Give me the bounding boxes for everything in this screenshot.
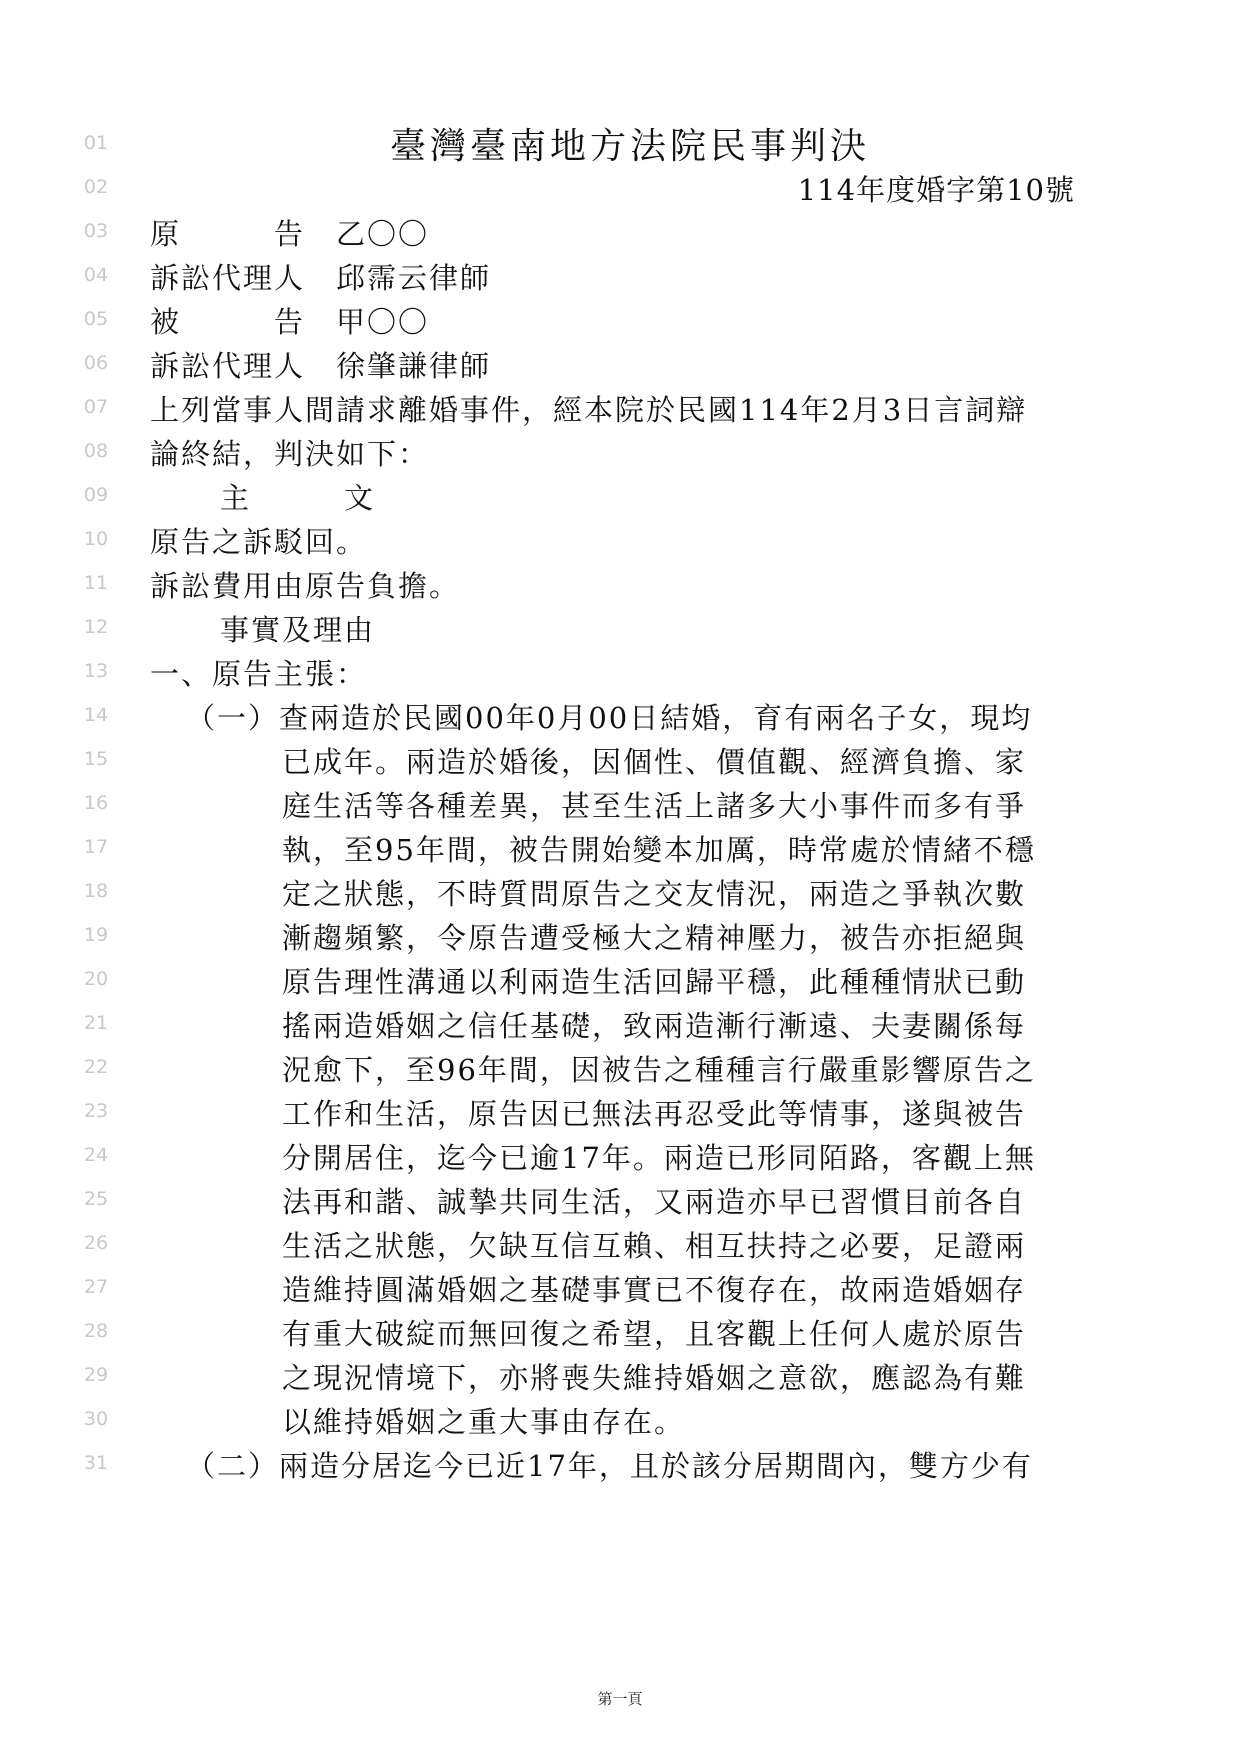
line-number: 01 <box>83 132 109 154</box>
line-13 <box>0 650 1240 699</box>
body-text: 以維持婚姻之重大事由存在。 <box>282 1405 686 1439</box>
line-number: 24 <box>83 1144 109 1166</box>
line-number: 15 <box>83 748 109 770</box>
line-06 <box>0 342 1240 391</box>
line-number: 19 <box>83 924 109 946</box>
line-number: 31 <box>83 1452 109 1474</box>
body-text: （二）兩造分居迄今已近17年，且於該分居期間內，雙方少有 <box>186 1449 1033 1483</box>
subheading: 一、原告主張： <box>150 657 368 691</box>
line-number: 12 <box>83 616 109 638</box>
document-title: 臺灣臺南地方法院民事判決 <box>390 126 871 167</box>
body-text: 搖兩造婚姻之信任基礎，致兩造漸行漸遠、夫妻關係每 <box>282 1009 1027 1043</box>
body-text: 訴訟費用由原告負擔。 <box>150 569 461 603</box>
line-12 <box>0 606 1240 655</box>
line-number: 07 <box>83 396 109 418</box>
section-heading-main-text: 主 文 <box>220 481 376 515</box>
line-number: 08 <box>83 440 109 462</box>
line-number: 17 <box>83 836 109 858</box>
line-number: 16 <box>83 792 109 814</box>
line-number: 09 <box>83 484 109 506</box>
body-text: 執，至95年間，被告開始變本加厲，時常處於情緒不穩 <box>282 833 1036 867</box>
line-11 <box>0 562 1240 611</box>
line-14 <box>0 694 1240 743</box>
line-02 <box>0 166 1240 215</box>
line-number: 27 <box>83 1276 109 1298</box>
line-number: 13 <box>83 660 109 682</box>
line-number: 23 <box>83 1100 109 1122</box>
line-22 <box>0 1046 1240 1095</box>
line-30 <box>0 1398 1240 1447</box>
line-17 <box>0 826 1240 875</box>
party-defendant: 被 告 甲〇〇 <box>150 305 430 339</box>
body-text: 法再和諧、誠摯共同生活，又兩造亦早已習慣目前各自 <box>282 1185 1027 1219</box>
body-text: 之現況情境下，亦將喪失維持婚姻之意欲，應認為有難 <box>282 1361 1027 1395</box>
line-16 <box>0 782 1240 831</box>
line-04 <box>0 254 1240 303</box>
body-text: 分開居住，迄今已逾17年。兩造已形同陌路，客觀上無 <box>282 1141 1036 1175</box>
line-number: 03 <box>83 220 109 242</box>
line-number: 05 <box>83 308 109 330</box>
line-number: 20 <box>83 968 109 990</box>
body-text: 原告理性溝通以利兩造生活回歸平穩，此種種情狀已動 <box>282 965 1027 999</box>
line-26 <box>0 1222 1240 1271</box>
line-24 <box>0 1134 1240 1183</box>
body-text: 漸趨頻繁，令原告遭受極大之精神壓力，被告亦拒絕與 <box>282 921 1027 955</box>
line-number: 21 <box>83 1012 109 1034</box>
line-23 <box>0 1090 1240 1139</box>
line-07 <box>0 386 1240 435</box>
line-31 <box>0 1442 1240 1491</box>
body-text: 上列當事人間請求離婚事件，經本院於民國114年2月3日言詞辯 <box>150 393 1028 427</box>
defendant-attorney: 訴訟代理人 徐肇謙律師 <box>150 349 492 383</box>
line-number: 29 <box>83 1364 109 1386</box>
body-text: 論終結，判決如下： <box>150 437 430 471</box>
line-number: 04 <box>83 264 109 286</box>
page-footer: 第一頁 <box>597 1690 643 1708</box>
line-28 <box>0 1310 1240 1359</box>
body-text: （一）查兩造於民國00年0月00日結婚，育有兩名子女，現均 <box>186 701 1033 735</box>
line-10 <box>0 518 1240 567</box>
line-05 <box>0 298 1240 347</box>
body-text: 生活之狀態，欠缺互信互賴、相互扶持之必要，足證兩 <box>282 1229 1027 1263</box>
body-text: 工作和生活，原告因已無法再忍受此等情事，遂與被告 <box>282 1097 1027 1131</box>
party-plaintiff: 原 告 乙〇〇 <box>150 217 430 251</box>
line-number: 26 <box>83 1232 109 1254</box>
line-number: 14 <box>83 704 109 726</box>
body-text: 有重大破綻而無回復之希望，且客觀上任何人處於原告 <box>282 1317 1027 1351</box>
line-20 <box>0 958 1240 1007</box>
body-text: 定之狀態，不時質問原告之交友情況，兩造之爭執次數 <box>282 877 1027 911</box>
line-25 <box>0 1178 1240 1227</box>
body-text: 庭生活等各種差異，甚至生活上諸多大小事件而多有爭 <box>282 789 1027 823</box>
line-19 <box>0 914 1240 963</box>
body-text: 原告之訴駁回。 <box>150 525 368 559</box>
line-number: 18 <box>83 880 109 902</box>
case-number: 114年度婚字第10號 <box>797 173 1075 207</box>
line-number: 30 <box>83 1408 109 1430</box>
line-15 <box>0 738 1240 787</box>
line-number: 25 <box>83 1188 109 1210</box>
line-number: 02 <box>83 176 109 198</box>
line-number: 28 <box>83 1320 109 1342</box>
line-01 <box>0 122 1240 171</box>
line-number: 06 <box>83 352 109 374</box>
line-number: 22 <box>83 1056 109 1078</box>
line-number: 10 <box>83 528 109 550</box>
line-27 <box>0 1266 1240 1315</box>
body-text: 已成年。兩造於婚後，因個性、價值觀、經濟負擔、家 <box>282 745 1027 779</box>
plaintiff-attorney: 訴訟代理人 邱霈云律師 <box>150 261 492 295</box>
line-03 <box>0 210 1240 259</box>
line-29 <box>0 1354 1240 1403</box>
line-18 <box>0 870 1240 919</box>
line-21 <box>0 1002 1240 1051</box>
line-09 <box>0 474 1240 523</box>
section-heading-facts: 事實及理由 <box>220 613 376 647</box>
body-text: 造維持圓滿婚姻之基礎事實已不復存在，故兩造婚姻存 <box>282 1273 1027 1307</box>
line-number: 11 <box>83 572 109 594</box>
body-text: 況愈下，至96年間，因被告之種種言行嚴重影響原告之 <box>282 1053 1036 1087</box>
line-08 <box>0 430 1240 479</box>
